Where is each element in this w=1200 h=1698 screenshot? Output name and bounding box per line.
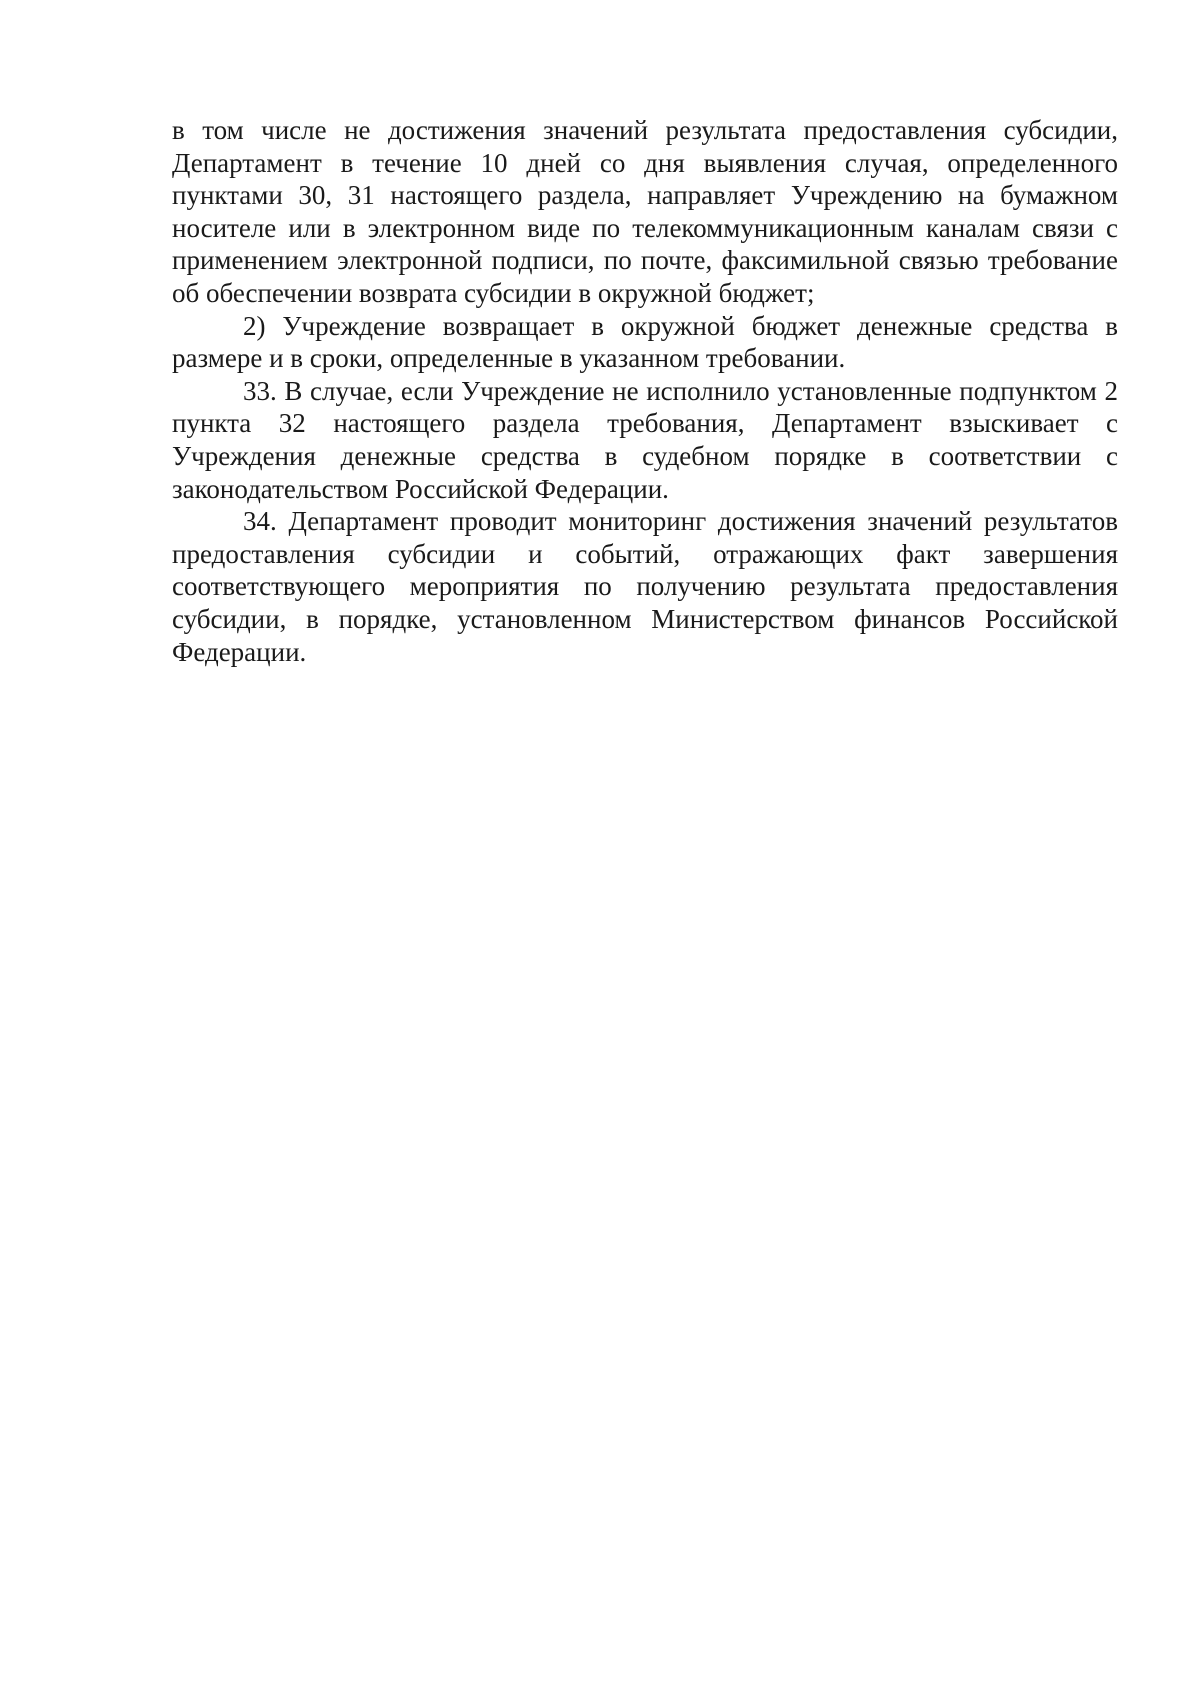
document-body — [172, 114, 1118, 668]
paragraph-subitem-2: 2) Учреждение возвращает в окружной бюджет денежные средства в размере и в сроки, определенные в указанном требовании. — [172, 310, 1118, 374]
paragraph-item-33: 33. В случае, если Учреждение не исполнило установленные подпунктом 2 пункта 32 настоящего раздела требования, Департамент взыскивает с Учреждения денежные средства в судебном порядке в соответствии с законодательством Российской Федерации. — [172, 375, 1118, 504]
paragraph-item-34: 34. Департамент проводит мониторинг достижения значений результатов предоставления субсидии и событий, отражающих факт завершения соответствующего мероприятия по получению результата предоставления субсидии, в порядке, установленном Министерством финансов Российской Федерации. — [172, 506, 1118, 667]
paragraph-continuation: в том числе не достижения значений результата предоставления субсидии, Департамент в течение 10 дней со дня выявления случая, определенного пунктами 30, 31 настоящего раздела, направляет Учреждению на бумажном носителе или в электронном виде по телекоммуникационным каналам связи с применением электронной подписи, по почте, факсимильной связью требование об обеспечении возврата субсидии в окружной бюджет; — [172, 115, 1118, 308]
